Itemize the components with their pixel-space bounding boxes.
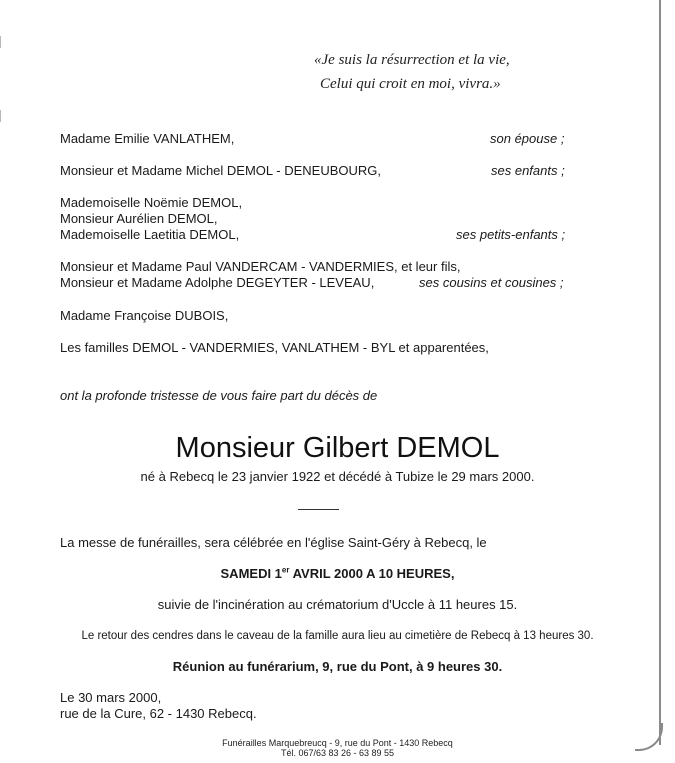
family-relation: ses enfants ;: [491, 163, 565, 178]
birth-death-dates: né à Rebecq le 23 janvier 1922 et décédé à Tubize le 29 mars 2000.: [140, 469, 535, 484]
funeral-date-ordinal: er: [281, 565, 290, 575]
family-member-name: Monsieur et Madame Adolphe DEGEYTER - LEVEAU,: [60, 275, 375, 290]
family-member-name: Monsieur et Madame Michel DEMOL - DENEUBOURG,: [60, 163, 381, 178]
family-member-name: Monsieur et Madame Paul VANDERCAM - VANDERMIES, et leur fils,: [60, 259, 461, 274]
family-member-name: Les familles DEMOL - VANDERMIES, VANLATHEM - BYL et apparentées,: [60, 340, 489, 355]
mass-announcement: La messe de funérailles, sera célébrée en l'église Saint-Géry à Rebecq, le: [60, 535, 487, 550]
funeral-date-day: SAMEDI 1: [220, 566, 282, 581]
funeral-date: [0, 566, 675, 581]
family-member-name: Mademoiselle Laetitia DEMOL,: [60, 227, 240, 242]
wheat-ornament-icon: [0, 110, 8, 122]
family-member-name: Madame Emilie VANLATHEM,: [60, 131, 235, 146]
scripture-quote: [314, 48, 564, 96]
family-relation: son épouse ;: [490, 131, 565, 146]
announcement-text: ont la profonde tristesse de vous faire part du décès de: [60, 388, 378, 403]
cremation-info: suivie de l'incinération au crématorium d'Uccle à 11 heures 15.: [157, 597, 518, 612]
wheat-ornament-icon: [0, 36, 8, 48]
quote-line-1: «Je suis la résurrection et la vie,: [314, 52, 510, 68]
deceased-name: Monsieur Gilbert DEMOL: [175, 432, 500, 464]
ashes-info: Le retour des cendres dans le caveau de la famille aura lieu au cimetière de Rebecq à 13 heures 30.: [81, 630, 594, 642]
funeral-home-address: Funérailles Marquebreucq - 9, rue du Pont - 1430 Rebecq: [222, 738, 453, 748]
family-member-name: Mademoiselle Noëmie DEMOL,: [60, 195, 243, 210]
family-relation: ses cousins et cousines ;: [419, 275, 564, 290]
sender-address: rue de la Cure, 62 - 1430 Rebecq.: [60, 706, 257, 721]
family-member-name: Monsieur Aurélien DEMOL,: [60, 211, 218, 226]
quote-line-2: Celui qui croit en moi, vivra.»: [320, 76, 501, 92]
funeral-home-meeting: Réunion au funérarium, 9, rue du Pont, à 9 heures 30.: [172, 659, 503, 674]
divider: [298, 509, 339, 510]
funeral-date-rest: AVRIL 2000 A 10 HEURES,: [289, 566, 455, 581]
sender-date: Le 30 mars 2000,: [60, 690, 162, 705]
family-member-name: Madame Françoise DUBOIS,: [60, 308, 229, 323]
funeral-home-phone: Tél. 067/63 83 26 - 63 89 55: [280, 748, 395, 758]
family-relation: ses petits-enfants ;: [456, 227, 566, 242]
